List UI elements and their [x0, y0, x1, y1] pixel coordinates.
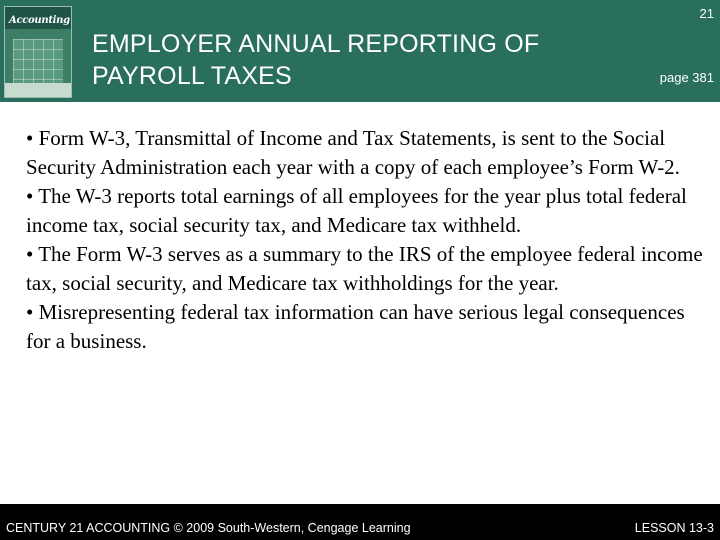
slide-title-line-2: PAYROLL TAXES: [92, 62, 292, 90]
lesson-label: LESSON 13-3: [634, 521, 714, 535]
bullet-item: • The W-3 reports total earnings of all employees for the year plus total federal income tax, social security tax, and Medicare tax withheld.: [26, 184, 687, 237]
textbook-page-reference: page 381: [659, 70, 714, 85]
book-cover-graphic: [13, 39, 63, 87]
copyright-text: CENTURY 21 ACCOUNTING © 2009 South-Western, Cengage Learning: [6, 521, 411, 535]
slide-number: 21: [699, 6, 714, 21]
book-cover-title: Accounting: [9, 15, 70, 26]
bullet-item: • The Form W-3 serves as a summary to the IRS of the employee federal income tax, social security, and Medicare tax withholdings for the year.: [26, 242, 703, 295]
bullet-item: • Form W-3, Transmittal of Income and Tax Statements, is sent to the Social Security Administration each year with a copy of each employee’s Form W-2.: [26, 126, 680, 179]
slide-body: [0, 102, 720, 504]
slide-title-line-1: EMPLOYER ANNUAL REPORTING OF: [92, 30, 540, 58]
slide-header: [0, 0, 720, 102]
bullet-list: [26, 124, 706, 356]
bullet-item: • Misrepresenting federal tax information can have serious legal consequences for a business.: [26, 300, 685, 353]
book-cover-image: [4, 6, 72, 98]
slide-footer: [0, 504, 720, 540]
book-cover-swoosh: [5, 83, 71, 97]
slide-title: [92, 28, 612, 92]
